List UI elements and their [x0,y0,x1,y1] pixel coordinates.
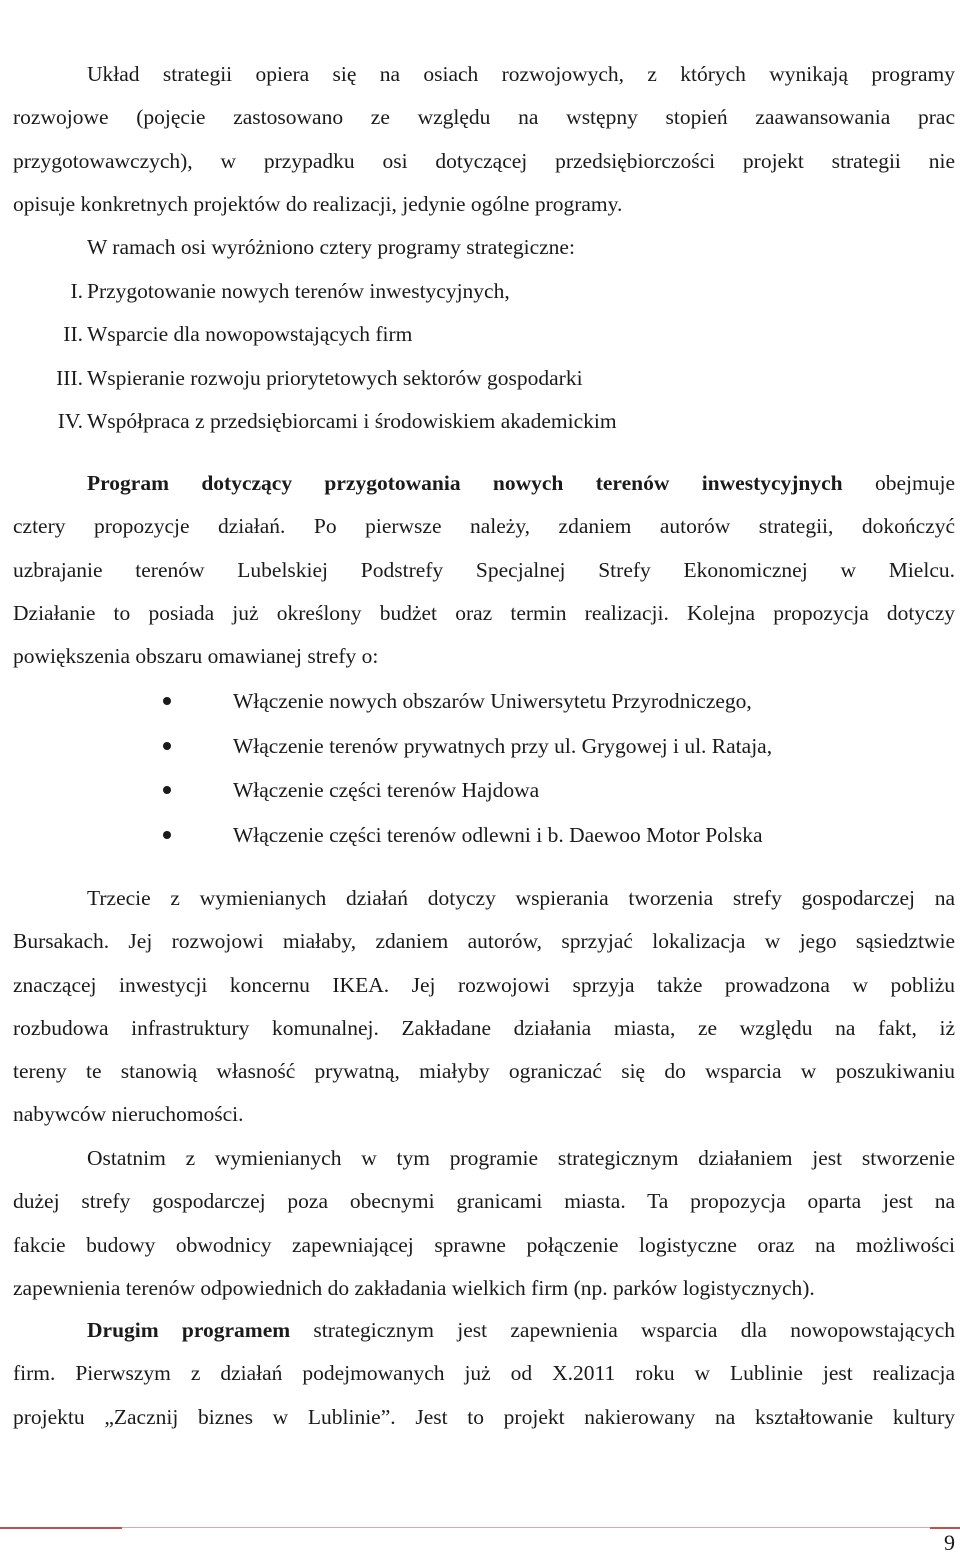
text-line: nabywców nieruchomości. [13,1102,244,1127]
text-line: powiększenia obszaru omawianej strefy o: [13,644,379,669]
paragraph-last-action [13,1137,955,1310]
footer-rule [122,1527,930,1528]
paragraph-axes [13,53,955,269]
bullet-list [13,680,955,855]
programs-list [13,270,955,444]
list-text: Wsparcie dla nowopowstających firm [87,322,413,347]
text-line: projektu „Zacznij biznes w Lublinie”. Jest to projekt nakierowany na kształtowanie kultury [13,1404,955,1429]
list-number: III. [56,365,83,390]
paragraph-bursaki [13,877,955,1137]
inline-text: obejmuje [874,471,955,495]
list-text: Współpraca z przedsiębiorcami i środowiskiem akademickim [87,408,617,433]
bullet-text: Włączenie nowych obszarów Uniwersytetu Przyrodniczego, [233,689,752,713]
text-line: Działanie to posiada już określony budżet oraz termin realizacji. Kolejna propozycja dotyczy [13,600,955,625]
text-line: cztery propozycje działań. Po pierwsze należy, zdaniem autorów strategii, dokończyć [13,514,955,539]
text-line: dużej strefy gospodarczej poza obecnymi granicami miasta. Ta propozycja oparta jest na [13,1189,955,1214]
text-line: zapewnienia terenów odpowiednich do zakładania wielkich firm (np. parków logistycznych). [13,1275,815,1300]
text-line: Bursakach. Jej rozwojowi miałaby, zdaniem autorów, sprzyjać lokalizacja w jego sąsiedztwie [13,929,955,954]
footer-rule [930,1527,960,1529]
text-line: rozwojowe (pojęcie zastosowano ze względu na wstępny stopień zaawansowania prac [13,105,955,130]
bullet-text: Włączenie części terenów Hajdowa [233,778,540,802]
bullet-icon [163,831,171,839]
page-number: 9 [944,1530,955,1555]
list-item [13,313,955,356]
text-line: fakcie budowy obwodnicy zapewniającej sprawne połączenie logistyczne oraz na możliwości [13,1232,955,1257]
text-line: przygotowawczych), w przypadku osi dotyczącej przedsiębiorczości projekt strategii nie [13,148,955,173]
list-text: Przygotowanie nowych terenów inwestycyjnych, [87,279,510,303]
bullet-icon [163,697,171,705]
text-line: Ostatnim z wymienianych w tym programie strategicznym działaniem jest stworzenie [87,1146,955,1170]
text-line: znaczącej inwestycji koncernu IKEA. Jej rozwojowi sprzyja także prowadzona w pobliżu [13,972,955,997]
list-item [13,400,955,443]
text-line: tereny te stanowią własność prywatną, miałyby ograniczać się do wsparcia w poszukiwaniu [13,1059,955,1084]
text-line: opisuje konkretnych projektów do realizacji, jedynie ogólne programy. [13,191,623,216]
text-line: firm. Pierwszym z działań podejmowanych już od X.2011 roku w Lublinie jest realizacja [13,1361,955,1386]
text-line: Trzecie z wymienianych działań dotyczy wspierania tworzenia strefy gospodarczej na [87,886,955,910]
list-number: II. [63,322,83,347]
text-line: Układ strategii opiera się na osiach rozwojowych, z których wynikają programy [87,62,955,86]
text-line [13,1309,955,1352]
bullet-icon [163,786,171,794]
list-item [13,357,955,400]
inline-text: strategicznym jest zapewnienia wsparcia dla nowopowstających [313,1318,955,1342]
list-item [13,270,955,313]
paragraph-program-two [13,1309,955,1439]
bullet-icon [163,742,171,750]
bold-heading: Drugim programem [87,1318,291,1342]
paragraph-program-one [13,462,955,678]
text-line: rozbudowa infrastruktury komunalnej. Zakładane działania miasta, ze względu na fakt, iż [13,1015,955,1040]
bullet-text: Włączenie terenów prywatnych przy ul. Grygowej i ul. Rataja, [233,733,773,758]
footer-rule [0,1527,122,1529]
bullet-text: Włączenie części terenów odlewni i b. Daewoo Motor Polska [233,822,763,847]
text-line [13,462,955,505]
list-number: I. [70,279,83,303]
list-intro: W ramach osi wyróżniono cztery programy strategiczne: [87,235,575,260]
bold-heading: Program dotyczący przygotowania nowych terenów inwestycyjnych [87,471,843,495]
text-line: uzbrajanie terenów Lubelskiej Podstrefy Specjalnej Strefy Ekonomicznej w Mielcu. [13,557,955,582]
list-number: IV. [57,408,83,433]
list-text: Wspieranie rozwoju priorytetowych sektorów gospodarki [87,365,583,390]
